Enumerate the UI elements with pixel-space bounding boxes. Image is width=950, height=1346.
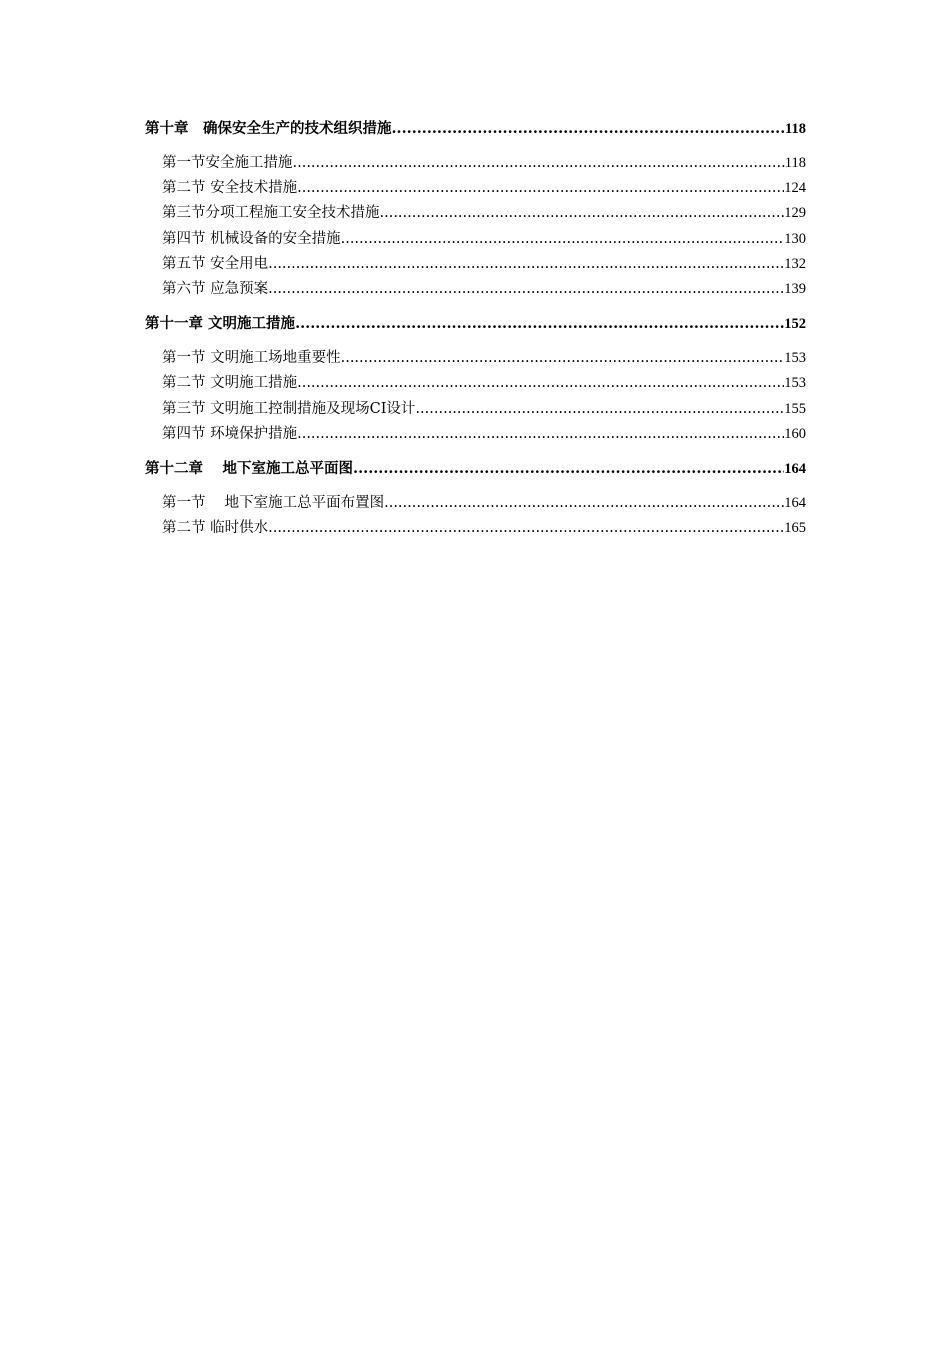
section-page-number: 130 (784, 230, 806, 247)
toc-section[interactable] (145, 227, 806, 252)
dot-leader (392, 116, 786, 142)
section-page-number: 160 (784, 425, 806, 442)
table-of-contents (145, 116, 806, 541)
section-title: 第三节分项工程施工安全技术措施 (162, 205, 380, 222)
chapter-title: 第十章 确保安全生产的技术组织措施 (145, 120, 392, 137)
toc-section[interactable] (145, 346, 806, 371)
toc-section[interactable] (145, 422, 806, 447)
section-title: 第二节 安全技术措施 (162, 180, 298, 197)
toc-section[interactable] (145, 151, 806, 176)
dot-leader (380, 201, 785, 226)
section-title: 第一节 文明施工场地重要性 (162, 350, 341, 367)
section-page-number: 165 (784, 520, 806, 537)
dot-leader (297, 371, 784, 396)
dot-leader (384, 491, 784, 516)
toc-section[interactable] (145, 397, 806, 422)
dot-leader (268, 252, 784, 277)
section-page-number: 132 (784, 255, 806, 272)
section-page-number: 153 (784, 375, 806, 392)
toc-chapter-12[interactable] (145, 456, 806, 482)
section-title: 第四节 机械设备的安全措施 (162, 230, 341, 247)
section-page-number: 129 (784, 205, 806, 222)
dot-leader (297, 422, 784, 447)
section-page-number: 153 (784, 350, 806, 367)
chapter-page-number: 118 (785, 121, 806, 137)
toc-section[interactable] (145, 516, 806, 541)
dot-leader (341, 227, 785, 252)
section-title: 第一节安全施工措施 (162, 155, 293, 171)
dot-leader (341, 346, 785, 371)
chapter-title: 第十一章 文明施工措施 (145, 315, 296, 333)
section-page-number: 139 (784, 280, 806, 297)
section-page-number: 155 (784, 400, 806, 417)
toc-section[interactable] (145, 252, 806, 277)
section-title: 第三节 文明施工控制措施及现场CI设计 (162, 400, 416, 417)
toc-section[interactable] (145, 176, 806, 201)
toc-section[interactable] (145, 201, 806, 226)
chapter-page-number: 164 (784, 460, 806, 477)
section-title: 第五节 安全用电 (162, 255, 269, 272)
section-title: 第六节 应急预案 (162, 280, 269, 297)
dot-leader (293, 151, 785, 176)
section-page-number: 118 (784, 155, 806, 171)
section-page-number: 124 (784, 180, 806, 197)
dot-leader (415, 397, 784, 422)
dot-leader (295, 311, 784, 337)
section-page-number: 164 (784, 494, 806, 511)
chapter-page-number: 152 (784, 316, 806, 333)
dot-leader (268, 277, 784, 302)
toc-chapter-10[interactable] (145, 116, 806, 142)
toc-chapter-11[interactable] (145, 311, 806, 337)
dot-leader (297, 176, 784, 201)
section-title: 第四节 环境保护措施 (162, 425, 298, 442)
section-title: 第二节 文明施工措施 (162, 375, 298, 392)
chapter-title: 第十二章 地下室施工总平面图 (145, 459, 354, 477)
toc-section[interactable] (145, 371, 806, 396)
section-title: 第一节 地下室施工总平面布置图 (162, 494, 385, 511)
dot-leader (353, 456, 784, 482)
section-title: 第二节 临时供水 (162, 520, 269, 537)
toc-section[interactable] (145, 277, 806, 302)
dot-leader (268, 516, 784, 541)
toc-section[interactable] (145, 491, 806, 516)
